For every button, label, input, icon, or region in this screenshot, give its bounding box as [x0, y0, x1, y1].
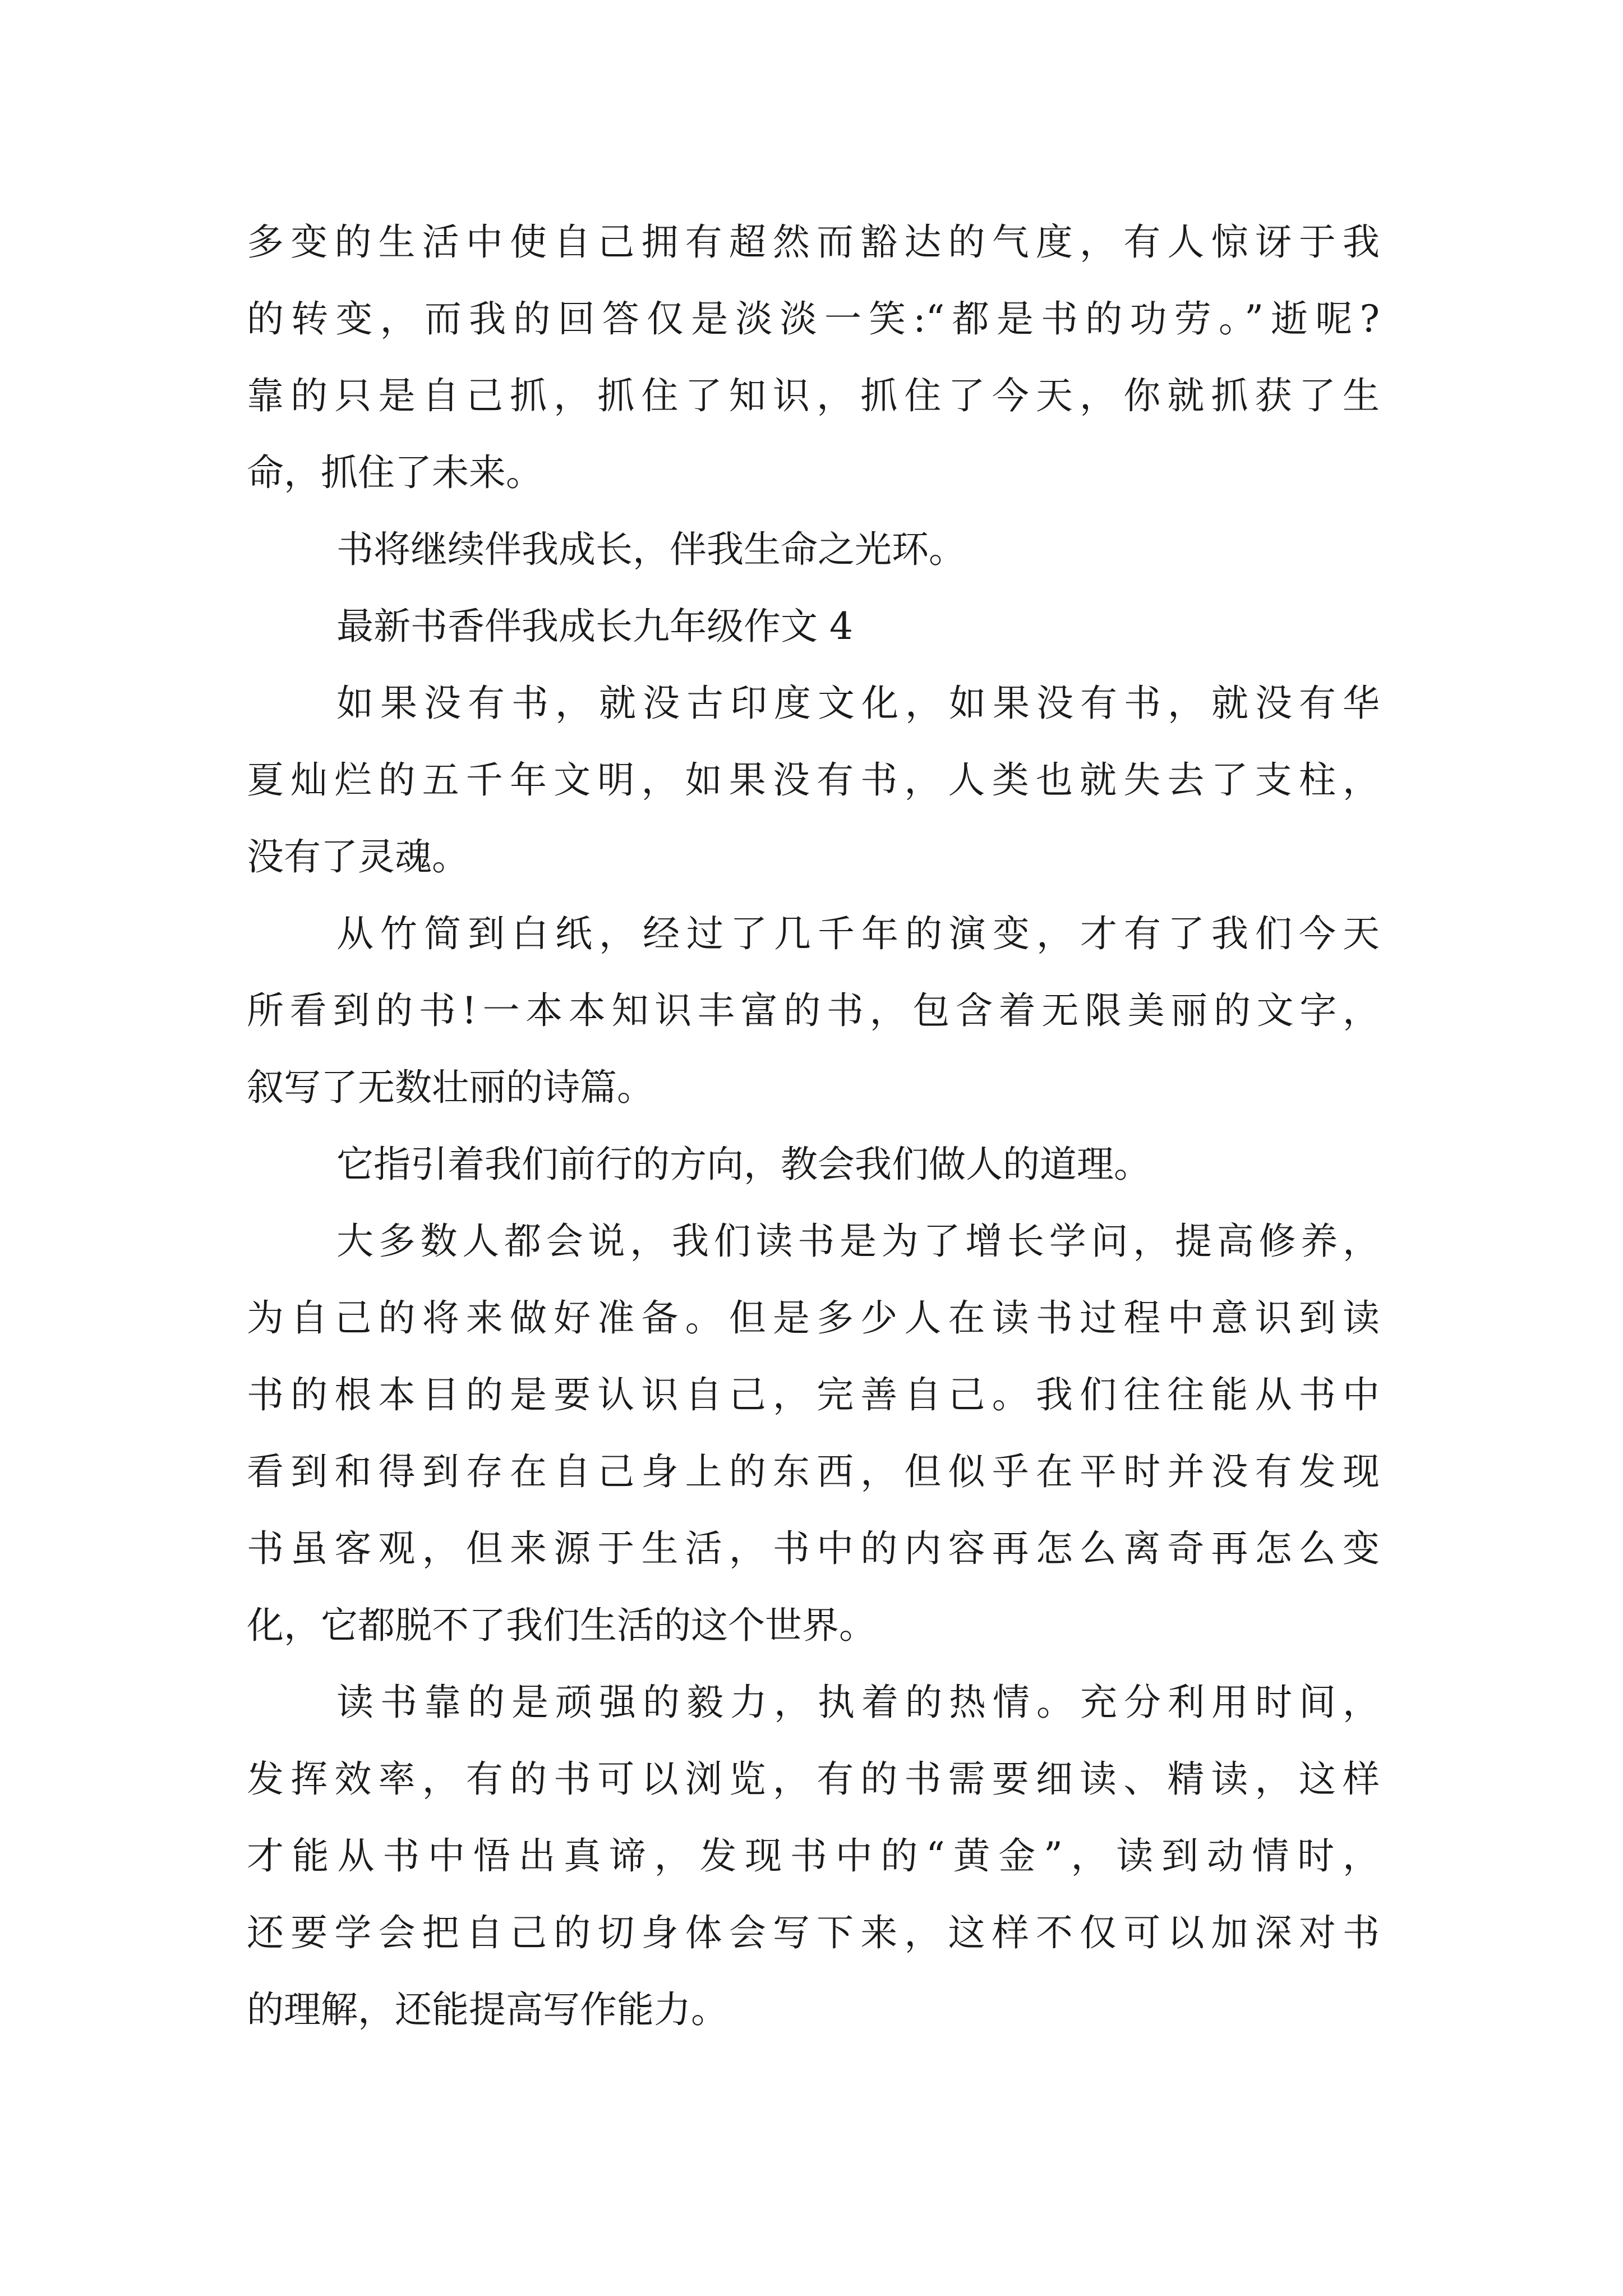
- text-line: 没有了灵魂。: [247, 835, 469, 878]
- text-line: 读书靠的是顽强的毅力，执着的热情。充分利用时间，: [336, 1681, 1380, 1724]
- text-line: 为自己的将来做好准备。但是多少人在读书过程中意识到读: [247, 1296, 1380, 1340]
- text-line: 书虽客观，但来源于生活，书中的内容再怎么离奇再怎么变: [247, 1527, 1380, 1570]
- text-line: 化，它都脱不了我们生活的这个世界。: [247, 1604, 876, 1647]
- text-line: 如果没有书，就没古印度文化，如果没有书，就没有华: [336, 682, 1380, 725]
- text-line: 它指引着我们前行的方向，教会我们做人的道理。: [336, 1143, 1151, 1186]
- text-line: 从竹简到白纸，经过了几千年的演变，才有了我们今天: [336, 912, 1380, 955]
- text-line: 命，抓住了未来。: [247, 451, 543, 494]
- text-line: 才能从书中悟出真谛，发现书中的“黄金”，读到动情时，: [247, 1834, 1380, 1878]
- text-line: 的理解，还能提高写作能力。: [247, 1988, 728, 2031]
- text-line: 叙写了无数壮丽的诗篇。: [247, 1066, 654, 1109]
- text-line: 大多数人都会说，我们读书是为了增长学问，提高修养，: [336, 1220, 1380, 1263]
- text-line: 书的根本目的是要认识自己，完善自己。我们往往能从书中: [247, 1373, 1380, 1416]
- text-line: 发挥效率，有的书可以浏览，有的书需要细读、精读，这样: [247, 1757, 1380, 1801]
- text-line: 还要学会把自己的切身体会写下来，这样不仅可以加深对书: [247, 1911, 1380, 1954]
- text-line: 多变的生活中使自己拥有超然而豁达的气度，有人惊讶于我: [247, 220, 1380, 264]
- text-line: 的转变，而我的回答仅是淡淡一笑:“都是书的功劳。”逝呢?: [247, 297, 1380, 341]
- text-line: 书将继续伴我成长，伴我生命之光环。: [336, 528, 966, 571]
- text-line: 看到和得到存在自己身上的东西，但似乎在平时并没有发现: [247, 1450, 1380, 1493]
- text-line: 所看到的书!一本本知识丰富的书，包含着无限美丽的文字，: [247, 989, 1380, 1032]
- section-heading: 最新书香伴我成长九年级作文 4: [336, 605, 853, 648]
- text-line: 靠的只是自己抓，抓住了知识，抓住了今天，你就抓获了生: [247, 374, 1380, 417]
- text-line: 夏灿烂的五千年文明，如果没有书，人类也就失去了支柱，: [247, 758, 1380, 802]
